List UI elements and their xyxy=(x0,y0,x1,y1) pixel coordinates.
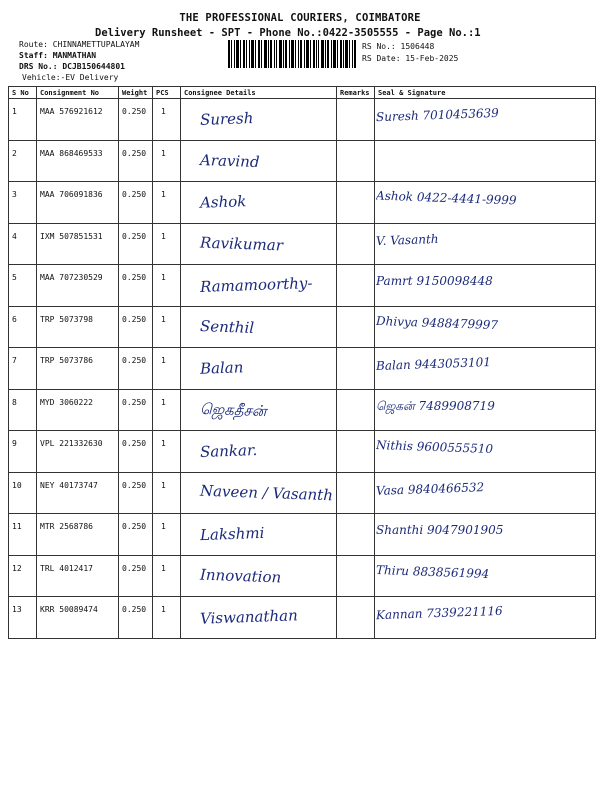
consignee-cell xyxy=(181,223,337,265)
table-row xyxy=(9,472,596,514)
pcs-cell: 1 xyxy=(153,306,181,348)
consignee-cell xyxy=(181,265,337,307)
signature-cell xyxy=(375,99,596,141)
consignee-cell xyxy=(181,514,337,556)
consignment-cell: MAA 576921612 xyxy=(37,99,119,141)
handwritten-signature: Dhivya 9488479997 xyxy=(375,313,499,332)
rs-no-line xyxy=(362,42,434,51)
consignment-cell: TRP 5073786 xyxy=(37,348,119,390)
consignee-cell xyxy=(181,389,337,431)
vehicle-line xyxy=(22,72,118,83)
consignment-cell: MAA 707230529 xyxy=(37,265,119,307)
consignment-cell: MAA 706091836 xyxy=(37,182,119,224)
handwritten-signature: Thiru 8838561994 xyxy=(375,562,490,581)
col-remarks: Remarks xyxy=(337,87,375,99)
handwritten-consignee: Aravind xyxy=(199,150,260,171)
consignee-cell xyxy=(181,472,337,514)
table-row xyxy=(9,140,596,182)
signature-cell xyxy=(375,306,596,348)
consignee-cell xyxy=(181,99,337,141)
signature-cell xyxy=(375,514,596,556)
handwritten-signature: Suresh 7010453639 xyxy=(375,105,500,125)
handwritten-consignee: Ravikumar xyxy=(199,233,284,254)
remarks-cell xyxy=(337,431,375,473)
signature-cell xyxy=(375,597,596,639)
weight-cell: 0.250 xyxy=(119,306,153,348)
signature-cell xyxy=(375,140,596,182)
weight-cell: 0.250 xyxy=(119,182,153,224)
handwritten-consignee: Senthil xyxy=(199,316,255,337)
consignee-cell xyxy=(181,597,337,639)
remarks-cell xyxy=(337,472,375,514)
sno-cell: 8 xyxy=(9,389,37,431)
handwritten-signature: ஜெகன் 7489908719 xyxy=(376,398,495,413)
rs-date-line xyxy=(362,54,458,63)
pcs-cell: 1 xyxy=(153,597,181,639)
handwritten-signature: Balan 9443053101 xyxy=(375,355,492,373)
consignment-cell: KRR 50089474 xyxy=(37,597,119,639)
signature-cell xyxy=(375,223,596,265)
remarks-cell xyxy=(337,306,375,348)
weight-cell: 0.250 xyxy=(119,514,153,556)
barcode-image xyxy=(228,40,356,68)
table-row xyxy=(9,99,596,141)
remarks-cell xyxy=(337,389,375,431)
sno-cell: 1 xyxy=(9,99,37,141)
staff-label: Staff: xyxy=(19,51,48,60)
remarks-cell xyxy=(337,99,375,141)
consignment-cell: TRP 5073798 xyxy=(37,306,119,348)
signature-cell xyxy=(375,389,596,431)
consignee-cell xyxy=(181,140,337,182)
sno-cell: 11 xyxy=(9,514,37,556)
table-row xyxy=(9,223,596,265)
handwritten-consignee: Viswanathan xyxy=(199,606,299,628)
consignment-cell: MTR 2568786 xyxy=(37,514,119,556)
col-pcs: PCS xyxy=(153,87,181,99)
sno-cell: 10 xyxy=(9,472,37,514)
sno-cell: 5 xyxy=(9,265,37,307)
weight-cell: 0.250 xyxy=(119,431,153,473)
table-header-row xyxy=(9,87,596,99)
table-row xyxy=(9,306,596,348)
handwritten-consignee: Naveen / Vasanth xyxy=(199,481,334,504)
remarks-cell xyxy=(337,265,375,307)
remarks-cell xyxy=(337,348,375,390)
route-label: Route: xyxy=(19,40,48,49)
consignment-cell: IXM 507851531 xyxy=(37,223,119,265)
staff-line xyxy=(19,50,96,61)
handwritten-signature: Kannan 7339221116 xyxy=(375,603,503,623)
rs-date-value: 15-Feb-2025 xyxy=(405,54,459,63)
pcs-cell: 1 xyxy=(153,223,181,265)
sno-cell: 13 xyxy=(9,597,37,639)
weight-cell: 0.250 xyxy=(119,555,153,597)
handwritten-consignee: Ashok xyxy=(199,192,247,212)
weight-cell: 0.250 xyxy=(119,265,153,307)
runsheet-table xyxy=(8,86,596,639)
vehicle-label: Vehicle: xyxy=(22,73,61,82)
weight-cell: 0.250 xyxy=(119,99,153,141)
col-weight: Weight xyxy=(119,87,153,99)
handwritten-consignee: ஜெகதீசன் xyxy=(199,399,267,420)
remarks-cell xyxy=(337,597,375,639)
consignment-cell: TRL 4012417 xyxy=(37,555,119,597)
weight-cell: 0.250 xyxy=(119,223,153,265)
handwritten-consignee: Balan xyxy=(199,358,244,378)
consignee-cell xyxy=(181,182,337,224)
remarks-cell xyxy=(337,555,375,597)
handwritten-signature: Pamrt 9150098448 xyxy=(376,274,493,288)
handwritten-consignee: Innovation xyxy=(199,565,282,586)
consignment-cell: MAA 868469533 xyxy=(37,140,119,182)
consignment-cell: MYD 3060222 xyxy=(37,389,119,431)
col-sno: S No xyxy=(9,87,37,99)
handwritten-consignee: Lakshmi xyxy=(199,523,265,545)
pcs-cell: 1 xyxy=(153,182,181,224)
table-row xyxy=(9,555,596,597)
col-signature: Seal & Signature xyxy=(375,87,596,99)
consignment-cell: NEY 40173747 xyxy=(37,472,119,514)
route-line xyxy=(19,39,139,50)
handwritten-consignee: Suresh xyxy=(199,109,254,129)
weight-cell: 0.250 xyxy=(119,140,153,182)
sno-cell: 12 xyxy=(9,555,37,597)
consignee-cell xyxy=(181,306,337,348)
rs-no-value: 1506448 xyxy=(400,42,435,51)
vehicle-value: -EV Delivery xyxy=(60,73,119,82)
handwritten-signature: Shanthi 9047901905 xyxy=(376,523,504,537)
handwritten-signature: V. Vasanth xyxy=(375,231,439,248)
pcs-cell: 1 xyxy=(153,140,181,182)
drs-value: DCJB150644801 xyxy=(62,62,125,71)
drs-line xyxy=(19,61,125,72)
sno-cell: 3 xyxy=(9,182,37,224)
remarks-cell xyxy=(337,140,375,182)
pcs-cell: 1 xyxy=(153,348,181,390)
rs-date-label: RS Date: xyxy=(362,54,401,63)
consignee-cell xyxy=(181,555,337,597)
pcs-cell: 1 xyxy=(153,514,181,556)
pcs-cell: 1 xyxy=(153,431,181,473)
signature-cell xyxy=(375,472,596,514)
table-row xyxy=(9,265,596,307)
signature-cell xyxy=(375,555,596,597)
staff-value: MANMATHAN xyxy=(52,51,97,60)
sno-cell: 2 xyxy=(9,140,37,182)
remarks-cell xyxy=(337,223,375,265)
sno-cell: 7 xyxy=(9,348,37,390)
signature-cell xyxy=(375,182,596,224)
handwritten-consignee: Sankar. xyxy=(199,441,258,461)
rs-no-label: RS No.: xyxy=(362,42,396,51)
table-row xyxy=(9,514,596,556)
signature-cell xyxy=(375,265,596,307)
sno-cell: 9 xyxy=(9,431,37,473)
col-consignee: Consignee Details xyxy=(181,87,337,99)
pcs-cell: 1 xyxy=(153,265,181,307)
drs-label: DRS No.: xyxy=(19,62,58,71)
weight-cell: 0.250 xyxy=(119,348,153,390)
handwritten-consignee: Ramamoorthy- xyxy=(199,274,313,296)
consignment-cell: VPL 221332630 xyxy=(37,431,119,473)
pcs-cell: 1 xyxy=(153,472,181,514)
weight-cell: 0.250 xyxy=(119,389,153,431)
pcs-cell: 1 xyxy=(153,99,181,141)
table-row xyxy=(9,182,596,224)
remarks-cell xyxy=(337,514,375,556)
route-value: CHINNAMETTUPALAYAM xyxy=(52,40,140,49)
handwritten-signature: Vasa 9840466532 xyxy=(375,479,485,498)
weight-cell: 0.250 xyxy=(119,472,153,514)
weight-cell: 0.250 xyxy=(119,597,153,639)
runsheet-subtitle: Delivery Runsheet - SPT - Phone No.:0422-3505555 - Page No.:1 xyxy=(95,27,481,39)
company-title: THE PROFESSIONAL COURIERS, COIMBATORE xyxy=(179,12,421,24)
table-row xyxy=(9,597,596,639)
table-row xyxy=(9,348,596,390)
remarks-cell xyxy=(337,182,375,224)
table-row xyxy=(9,389,596,431)
handwritten-signature: Nithis 9600555510 xyxy=(375,437,494,457)
sno-cell: 6 xyxy=(9,306,37,348)
signature-cell xyxy=(375,431,596,473)
pcs-cell: 1 xyxy=(153,555,181,597)
table-row xyxy=(9,431,596,473)
col-consignment: Consignment No xyxy=(37,87,119,99)
signature-cell xyxy=(375,348,596,390)
handwritten-signature: Ashok 0422-4441-9999 xyxy=(375,188,517,208)
consignee-cell xyxy=(181,348,337,390)
sno-cell: 4 xyxy=(9,223,37,265)
pcs-cell: 1 xyxy=(153,389,181,431)
consignee-cell xyxy=(181,431,337,473)
